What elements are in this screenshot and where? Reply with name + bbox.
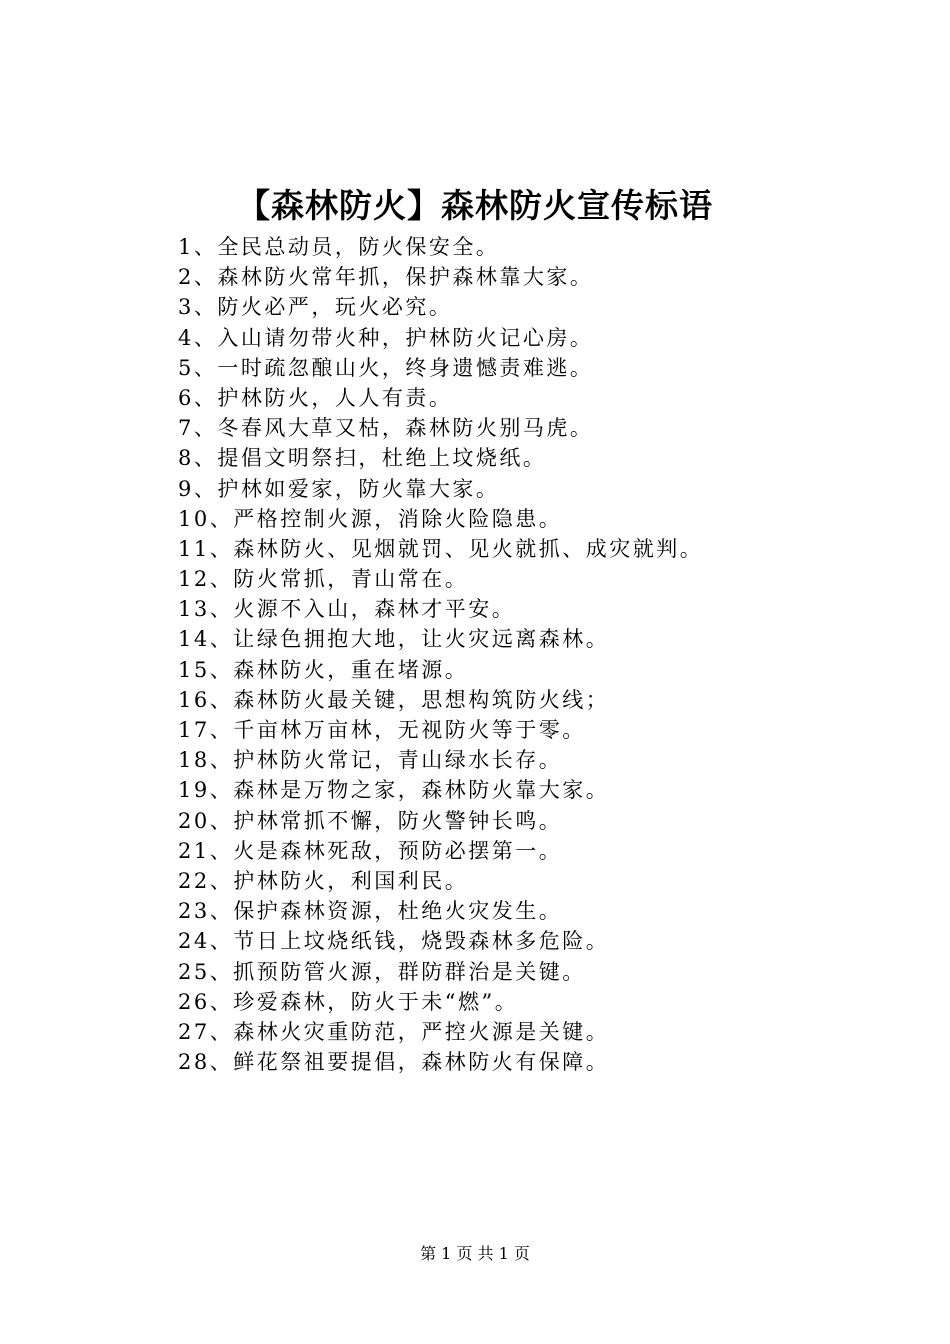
list-item: 4、入山请勿带火种，护林防火记心房。 <box>178 325 594 350</box>
list-item: 18、护林防火常记，青山绿水长存。 <box>178 748 563 773</box>
list-item: 1、全民总动员，防火保安全。 <box>178 235 500 259</box>
list-item: 5、一时疏忽酿山火，终身遗憾责难逃。 <box>178 355 594 380</box>
list-item: 21、火是森林死敌，预防必摆第一。 <box>178 838 563 863</box>
list-item: 22、护林防火，利国利民。 <box>178 868 469 893</box>
document-title: 【森林防火】森林防火宣传标语 <box>237 186 713 225</box>
list-item: 25、抓预防管火源，群防群治是关键。 <box>178 959 586 984</box>
list-item: 19、森林是万物之家，森林防火靠大家。 <box>178 778 610 803</box>
list-item: 28、鲜花祭祖要提倡，森林防火有保障。 <box>178 1050 610 1075</box>
list-item: 11、森林防火、见烟就罚、见火就抓、成灾就判。 <box>178 536 704 561</box>
list-item: 14、让绿色拥抱大地，让火灾远离森林。 <box>178 627 610 652</box>
slogan-list <box>178 232 918 1077</box>
list-item: 27、森林火灾重防范，严控火源是关键。 <box>178 1019 610 1044</box>
list-item: 9、护林如爱家，防火靠大家。 <box>178 476 500 501</box>
list-item: 3、防火必严，玩火必究。 <box>178 295 453 320</box>
list-item: 13、火源不入山，森林才平安。 <box>178 597 516 622</box>
list-item: 15、森林防火，重在堵源。 <box>178 657 469 682</box>
page-footer: 第 1 页 共 1 页 <box>420 1244 530 1263</box>
list-item: 17、千亩林万亩林，无视防火等于零。 <box>178 718 586 742</box>
list-item: 7、冬春风大草又枯，森林防火别马虎。 <box>178 416 594 441</box>
list-item: 23、保护森林资源，杜绝火灾发生。 <box>178 899 563 924</box>
list-item: 12、防火常抓，青山常在。 <box>178 567 469 592</box>
list-item: 2、森林防火常年抓，保护森林靠大家。 <box>178 265 594 290</box>
list-item: 24、节日上坟烧纸钱，烧毁森林多危险。 <box>178 929 610 954</box>
list-item: 10、严格控制火源，消除火险隐患。 <box>178 506 563 531</box>
list-item: 16、森林防火最关键，思想构筑防火线； <box>178 687 610 712</box>
list-item: 26、珍爱森林，防火于未“燃”。 <box>178 989 519 1014</box>
list-item: 6、护林防火，人人有责。 <box>178 385 453 410</box>
list-item: 8、提倡文明祭扫，杜绝上坟烧纸。 <box>178 446 547 471</box>
list-item: 20、护林常抓不懈，防火警钟长鸣。 <box>178 808 563 833</box>
